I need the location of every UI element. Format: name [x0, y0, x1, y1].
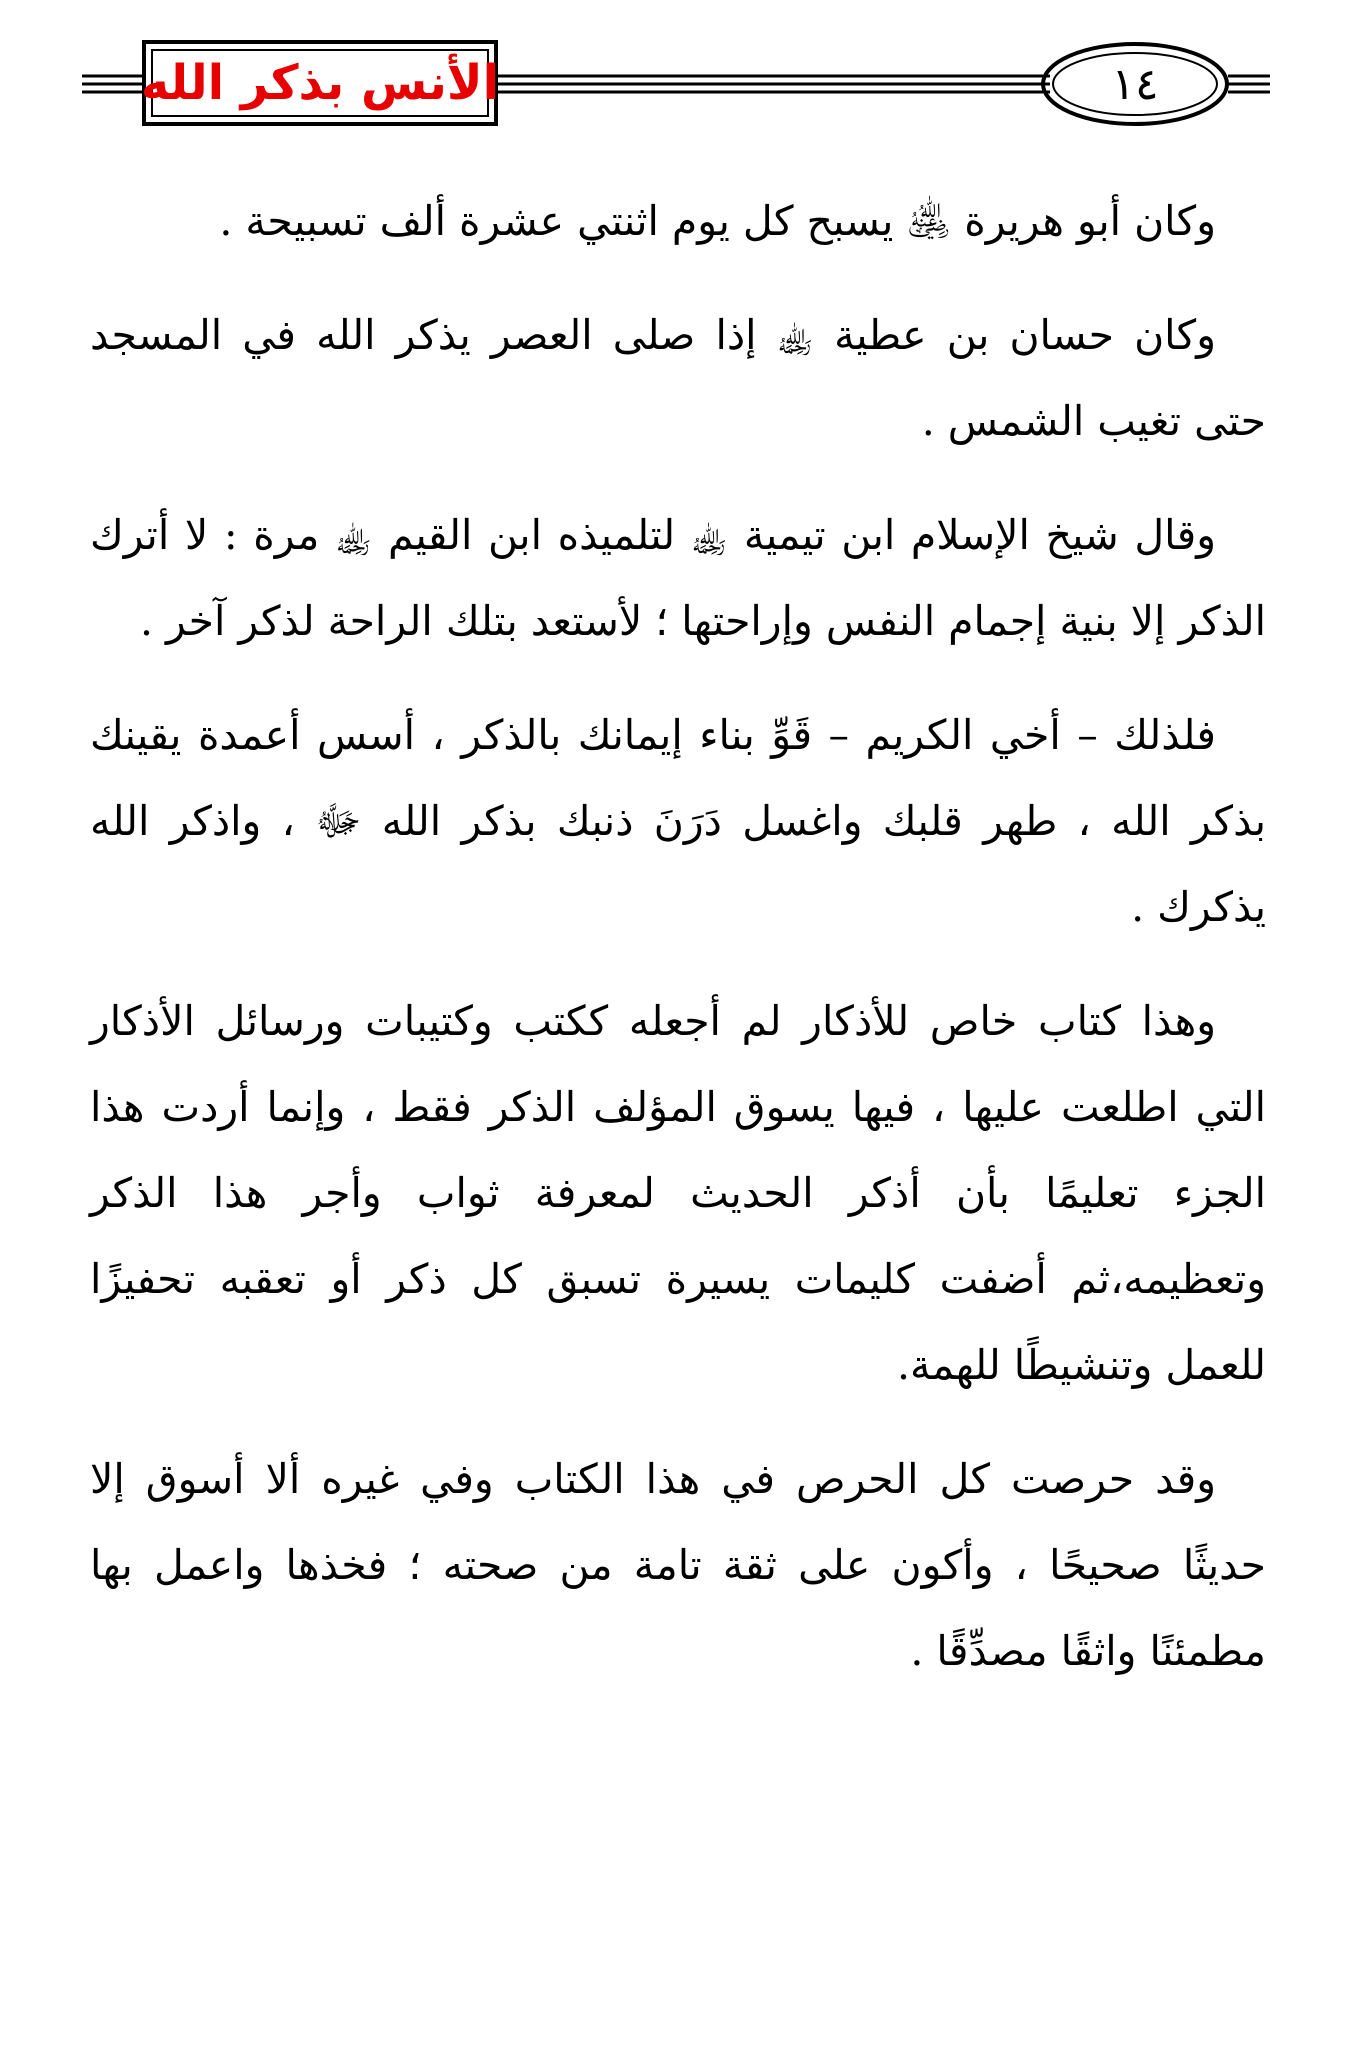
running-title: الأنس بذكر الله: [140, 55, 500, 111]
page-number: ١٤: [1111, 58, 1159, 110]
paragraph-6: وقد حرصت كل الحرص في هذا الكتاب وفي غيره ألا أسوق إلا حديثًا صحيحًا ، وأكون على ثقة تامة من صحته ؛ فخذها واعمل بها مطمئنًا واثقًا مصدِّقًا .: [90, 1455, 1266, 1675]
page-header: [0, 0, 1356, 140]
paragraph-5: وهذا كتاب خاص للأذكار لم أجعله ككتب وكتيبات ورسائل الأذكار التي اطلعت عليها ، فيها يسوق المؤلف الذكر فقط ، وإنما أردت هذا الجزء تعليمًا بأن أذكر الحديث لمعرفة ثواب وأجر هذا الذكر وتعظيمه،ثم أضفت كليمات يسيرة تسبق كل ذكر أو تعقبه تحفيزًا للعمل وتنشيطًا للهمة.: [90, 997, 1266, 1389]
paragraph-1: وكان أبو هريرة ﵁ يسبح كل يوم اثنتي عشرة ألف تسبيحة .: [219, 197, 1216, 245]
paragraph-2: وكان حسان بن عطية ﵀ إذا صلى العصر يذكر الله في المسجد حتى تغيب الشمس .: [90, 311, 1266, 445]
paragraph-3: وقال شيخ الإسلام ابن تيمية ﵀ لتلميذه ابن القيم ﵀ مرة : لا أترك الذكر إلا بنية إجمام النفس وإراحتها ؛ لأستعد بتلك الراحة لذكر آخر .: [90, 511, 1266, 645]
paragraph-4: فلذلك – أخي الكريم – قَوِّ بناء إيمانك بالذكر ، أسس أعمدة يقينك بذكر الله ، طهر قلبك واغسل دَرَنَ ذنبك بذكر الله ﷻ ، واذكر الله يذكرك .: [90, 711, 1266, 931]
page-body: [90, 178, 1266, 1722]
